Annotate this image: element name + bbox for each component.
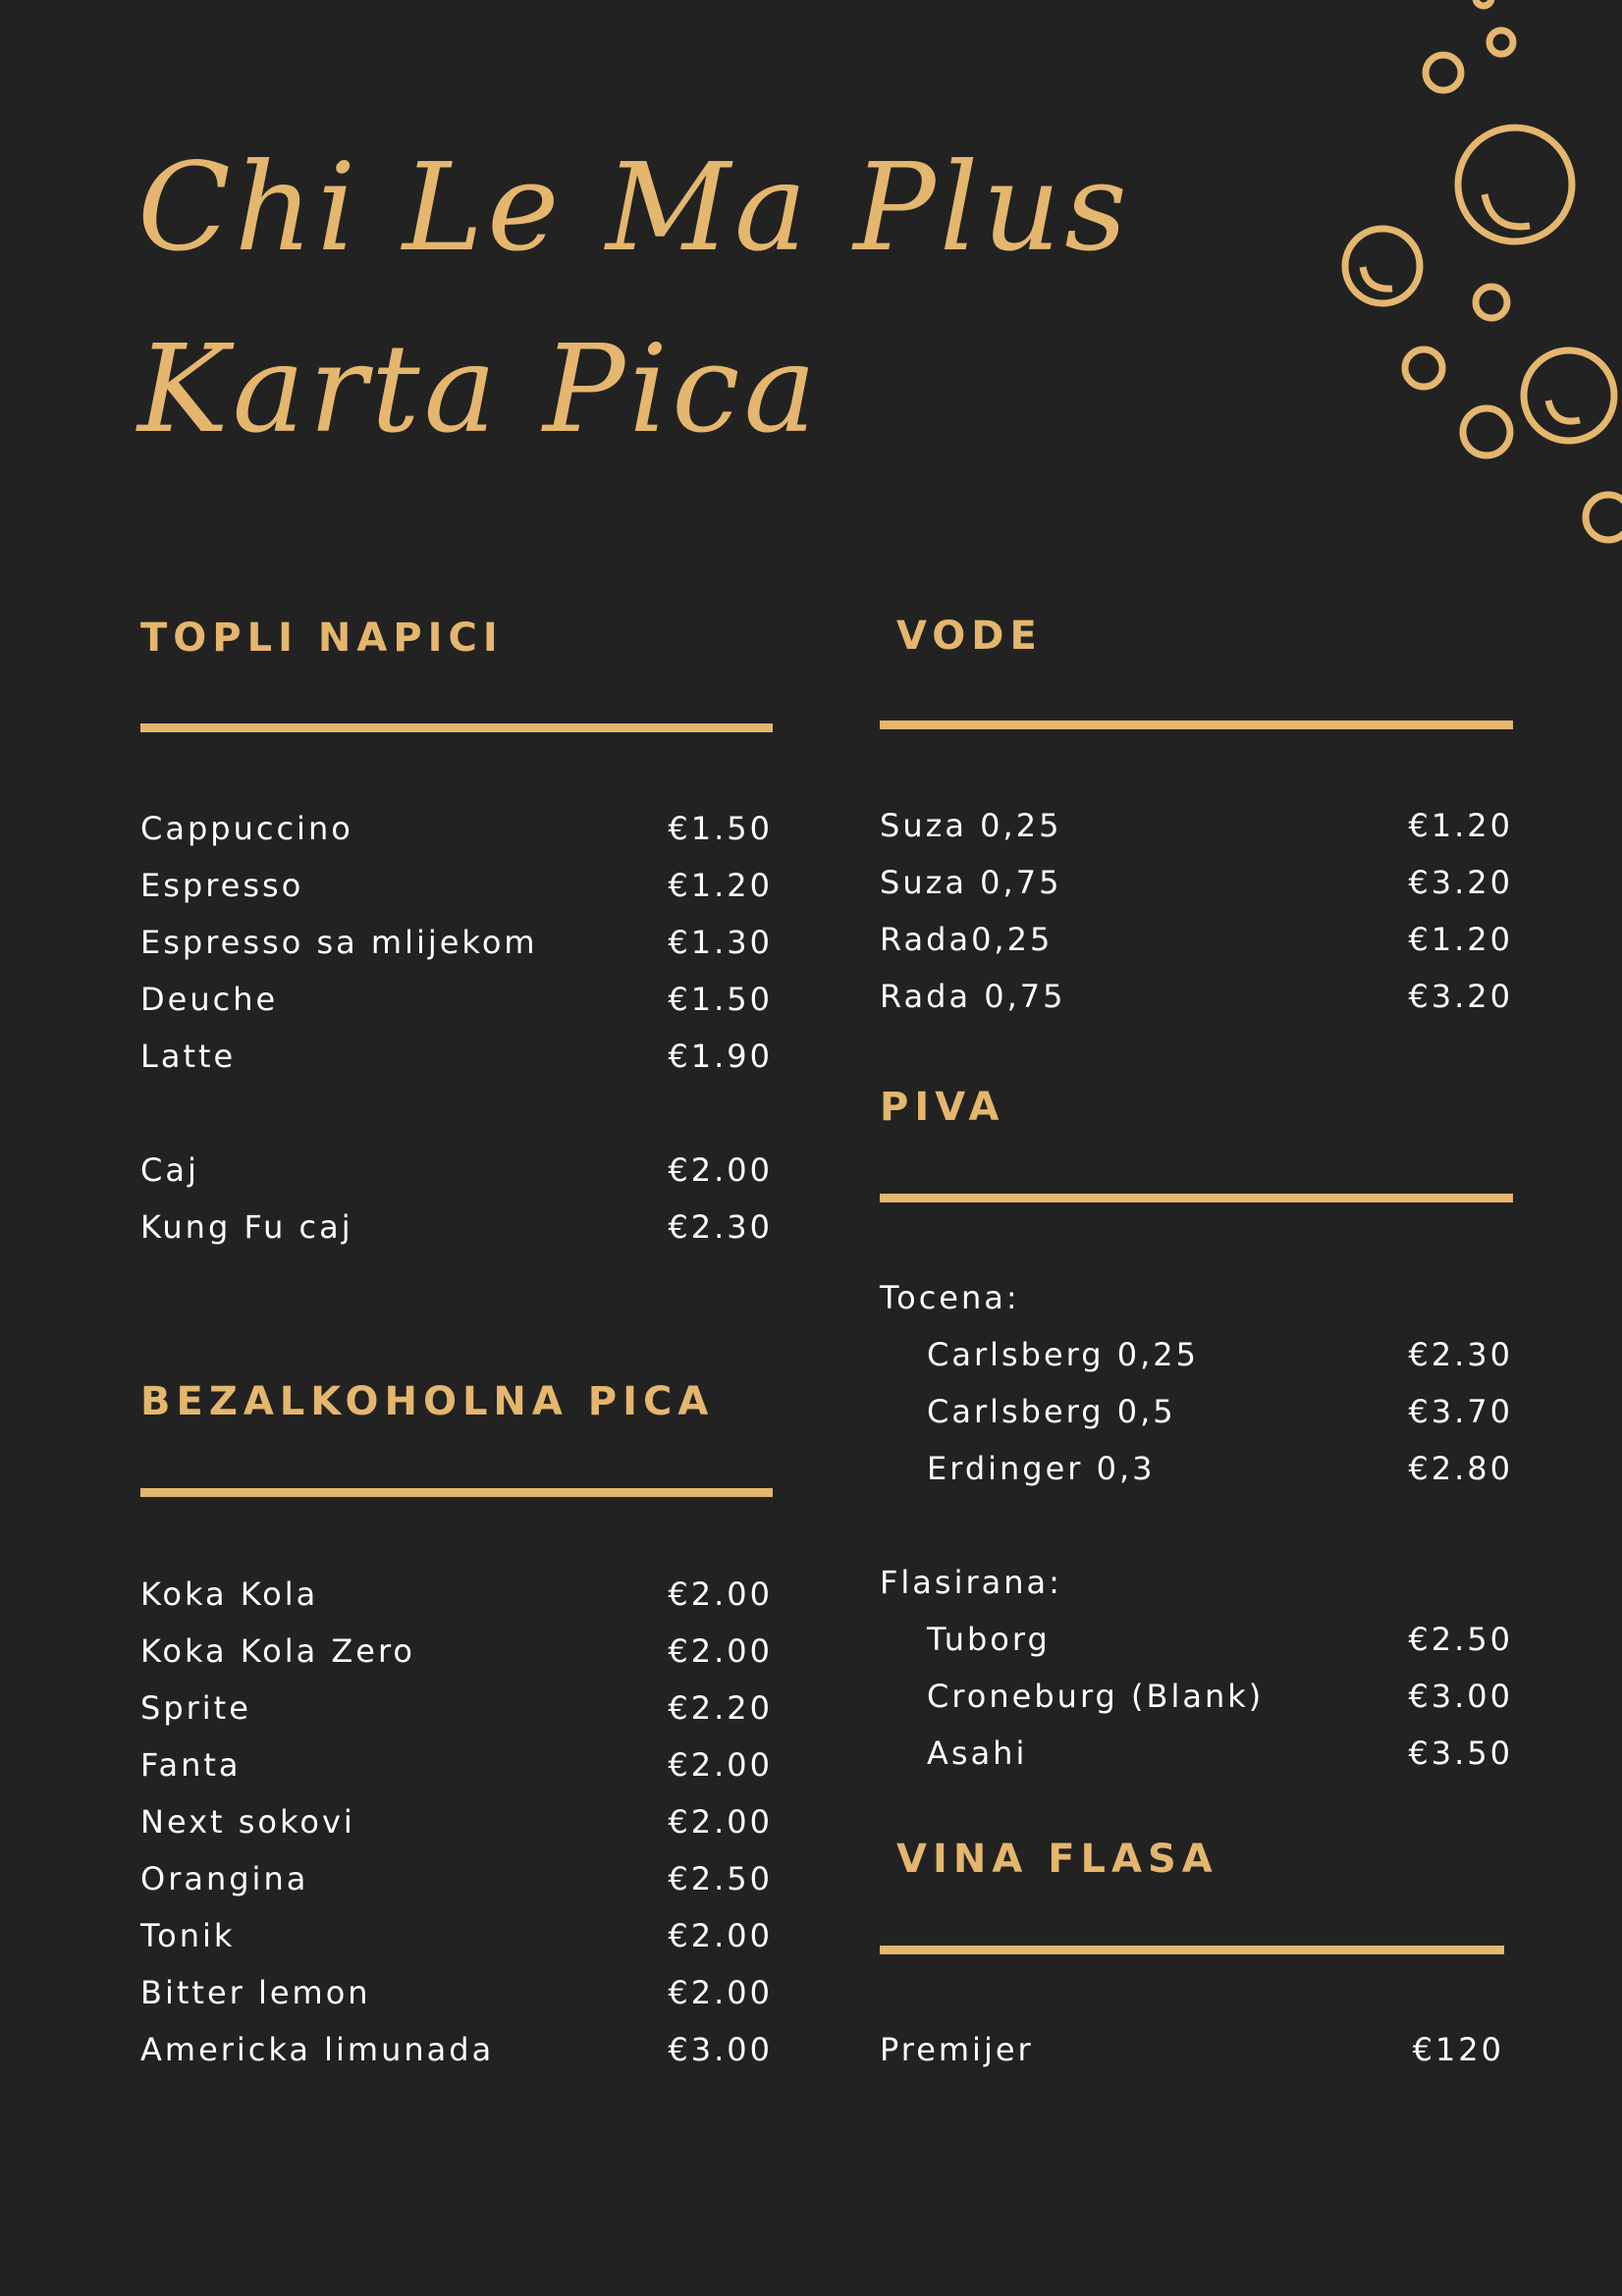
menu-item: Tonik €2.00 [140, 1917, 773, 1954]
menu-item: Koka Kola Zero €2.00 [140, 1632, 773, 1670]
menu-item: Suza 0,25 €1.20 [880, 807, 1513, 844]
menu-item: Espresso €1.20 [140, 867, 773, 904]
section-divider [140, 723, 773, 732]
menu-item: Kung Fu caj €2.30 [140, 1208, 773, 1246]
menu-item: Cappuccino €1.50 [140, 810, 773, 847]
menu-item: Orangina €2.50 [140, 1860, 773, 1897]
menu-item: Carlsberg 0,5 €3.70 [927, 1393, 1513, 1430]
menu-item: Next sokovi €2.00 [140, 1803, 773, 1841]
menu-item: Suza 0,75 €3.20 [880, 864, 1513, 901]
menu-item: Tuborg €2.50 [927, 1621, 1513, 1658]
section-heading-piva: PIVA [880, 1085, 1005, 1130]
menu-item: Premijer €120 [880, 2031, 1504, 2068]
menu-item: Rada 0,75 €3.20 [880, 978, 1513, 1015]
menu-item: Rada0,25 €1.20 [880, 921, 1513, 958]
section-heading-vode: VODE [896, 614, 1043, 659]
menu-item: Croneburg (Blank) €3.00 [927, 1678, 1513, 1715]
menu-item: Caj €2.00 [140, 1151, 773, 1189]
section-divider [140, 1488, 773, 1497]
bubbles-icon [1276, 0, 1622, 569]
section-heading-bezalkoholna-pica: BEZALKOHOLNA PICA [140, 1379, 715, 1424]
menu-item: Koka Kola €2.00 [140, 1575, 773, 1613]
menu-item: Deuche €1.50 [140, 981, 773, 1018]
menu-item: Americka limunada €3.00 [140, 2031, 773, 2068]
menu-item: Bitter lemon €2.00 [140, 1974, 773, 2011]
subsection-label-tocena: Tocena: [880, 1279, 1020, 1316]
menu-item: Asahi €3.50 [927, 1735, 1513, 1772]
menu-item: Sprite €2.20 [140, 1689, 773, 1727]
menu-title: Chi Le Ma Plus [137, 137, 1131, 279]
menu-item: Carlsberg 0,25 €2.30 [927, 1336, 1513, 1373]
section-divider [880, 1946, 1504, 1954]
subsection-label-flasirana: Flasirana: [880, 1564, 1062, 1601]
menu-item: Erdinger 0,3 €2.80 [927, 1450, 1513, 1487]
menu-item: Latte €1.90 [140, 1038, 773, 1075]
menu-subtitle: Karta Pica [137, 319, 821, 460]
section-heading-vina-flasa: VINA FLASA [896, 1837, 1218, 1882]
section-heading-topli-napici: TOPLI NAPICI [140, 615, 504, 661]
menu-item: Fanta €2.00 [140, 1746, 773, 1784]
section-divider [880, 1194, 1513, 1202]
menu-item: Espresso sa mlijekom €1.30 [140, 924, 773, 961]
section-divider [880, 721, 1513, 729]
